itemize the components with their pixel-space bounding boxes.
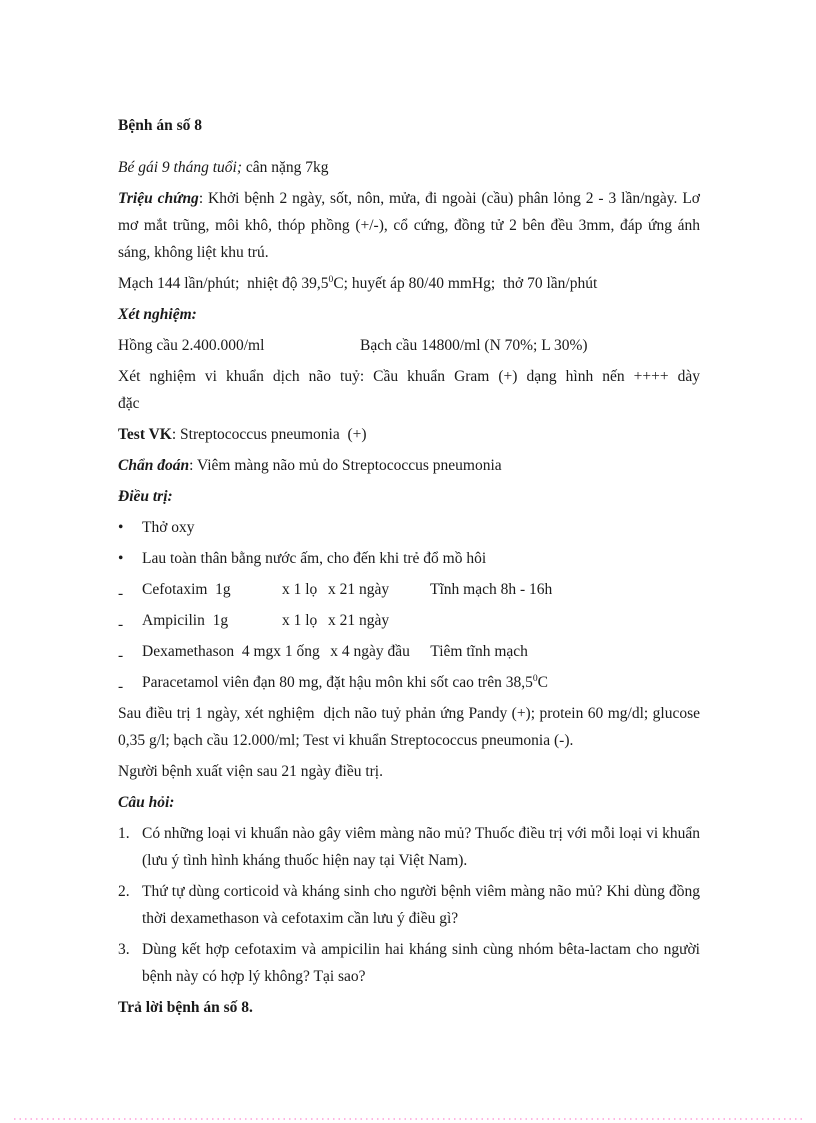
drug-name-dose: Cefotaxim 1g xyxy=(142,581,231,598)
bullet-text: Thở oxy xyxy=(142,519,195,536)
drug-duration: x 21 ngày xyxy=(328,612,390,629)
drug-quantity: x 1 ống xyxy=(273,643,320,660)
dash-icon: - xyxy=(118,647,124,664)
question-number: 3. xyxy=(118,941,130,958)
bullet-icon: • xyxy=(118,519,124,536)
test-vk-result: : Streptococcus pneumonia (+) xyxy=(171,426,367,443)
csf-test-paragraph: Xét nghiệm vi khuẩn dịch não tuỷ: Cầu khuẩn Gram (+) dạng hình nến ++++ dày đặc xyxy=(118,368,700,412)
bullet-text: Lau toàn thân bằng nước ấm, cho đến khi trẻ đổ mồ hôi xyxy=(142,550,487,567)
drug-duration: x 4 ngày đầu xyxy=(330,643,410,660)
patient-info-italic: Bé gái 9 tháng tuổi; xyxy=(118,159,242,176)
discharge-line: Người bệnh xuất viện sau 21 ngày điều trị. xyxy=(118,763,383,780)
question-text: Có những loại vi khuẩn nào gây viêm màng não mủ? Thuốc điều trị với mỗi loại vi khuẩn (lưu ý tình hình kháng thuốc hiện nay tại Việt Nam). xyxy=(142,825,700,869)
patient-line xyxy=(118,154,700,181)
paracetamol-pre: Paracetamol viên đạn 80 mg, đặt hậu môn khi sốt cao trên 38,5 xyxy=(142,674,533,691)
page-break-separator xyxy=(14,1118,802,1120)
drug-duration: x 21 ngày xyxy=(328,581,390,598)
drug-row-ampicilin xyxy=(118,607,700,634)
test-vk-line xyxy=(118,421,700,448)
followup-paragraph: Sau điều trị 1 ngày, xét nghiệm dịch não tuỷ phản ứng Pandy (+); protein 60 mg/dl; glucose 0,35 g/l; bạch cầu 12.000/ml; Test vi khuẩn Streptococcus pneumonia (-). xyxy=(118,705,700,749)
document-content xyxy=(118,112,700,1025)
test-vk-label: Test VK xyxy=(118,426,172,443)
dash-icon: - xyxy=(118,585,124,602)
blood-counts-line xyxy=(118,332,700,359)
dash-icon: - xyxy=(118,678,124,695)
questions-heading: Câu hỏi: xyxy=(118,794,175,811)
vitals-line xyxy=(118,270,700,297)
symptoms-text: : Khởi bệnh 2 ngày, sốt, nôn, mửa, đi ngoài (cầu) phân lỏng 2 - 3 lần/ngày. Lơ mơ mắt trũng, môi khô, thóp phồng (+/-), cổ cứng, đồng tử 2 bên đều 3mm, đáp ứng ánh sáng, không liệt khu trú. xyxy=(118,190,700,261)
bullet-icon: • xyxy=(118,550,124,567)
question-text: Dùng kết hợp cefotaxim và ampicilin hai kháng sinh cùng nhóm bêta-lactam cho người bệnh này có hợp lý không? Tại sao? xyxy=(142,941,700,985)
question-item-3 xyxy=(118,936,700,990)
diagnosis-line xyxy=(118,452,700,479)
drug-row-dexamethason xyxy=(118,638,700,665)
symptoms-label: Triệu chứng xyxy=(118,190,199,207)
question-number: 2. xyxy=(118,883,130,900)
drug-quantity: x 1 lọ xyxy=(282,612,318,629)
page-title: Bệnh án số 8 xyxy=(118,117,202,134)
patient-info-rest: cân nặng 7kg xyxy=(242,159,329,176)
rbc-value: Hồng cầu 2.400.000/ml xyxy=(118,337,265,354)
dash-icon: - xyxy=(118,616,124,633)
treatment-bullet-item xyxy=(118,545,700,572)
drug-row-cefotaxim xyxy=(118,576,700,603)
wbc-value: Bạch cầu 14800/ml (N 70%; L 30%) xyxy=(360,337,588,354)
symptoms-paragraph xyxy=(118,185,700,266)
paracetamol-post: C xyxy=(537,674,548,691)
question-item-1 xyxy=(118,820,700,874)
tests-heading: Xét nghiệm: xyxy=(118,306,197,323)
question-number: 1. xyxy=(118,825,130,842)
drug-quantity: x 1 lọ xyxy=(282,581,318,598)
drug-row-paracetamol xyxy=(118,669,700,696)
answer-heading: Trả lời bệnh án số 8. xyxy=(118,999,253,1016)
drug-route: Tiêm tĩnh mạch xyxy=(430,643,528,660)
drug-route: Tĩnh mạch 8h - 16h xyxy=(430,581,553,598)
diagnosis-text: : Viêm màng não mủ do Streptococcus pneumonia xyxy=(189,457,502,474)
drug-name-dose: Ampicilin 1g xyxy=(142,612,229,629)
treatment-heading: Điều trị: xyxy=(118,488,173,505)
treatment-bullet-item xyxy=(118,514,700,541)
vitals-superscript: 0 xyxy=(328,273,334,285)
diagnosis-label: Chẩn đoán xyxy=(118,457,190,474)
drug-name-dose: Dexamethason 4 mg xyxy=(142,643,274,660)
question-text: Thứ tự dùng corticoid và kháng sinh cho người bệnh viêm màng não mủ? Khi dùng đồng thời dexamethason và cefotaxim cần lưu ý điều gì? xyxy=(142,883,700,927)
paracetamol-superscript: 0 xyxy=(532,672,538,684)
vitals-pre: Mạch 144 lần/phút; nhiệt độ 39,5 xyxy=(118,275,329,292)
vitals-post: C; huyết áp 80/40 mmHg; thở 70 lần/phút xyxy=(333,275,598,292)
question-item-2 xyxy=(118,878,700,932)
